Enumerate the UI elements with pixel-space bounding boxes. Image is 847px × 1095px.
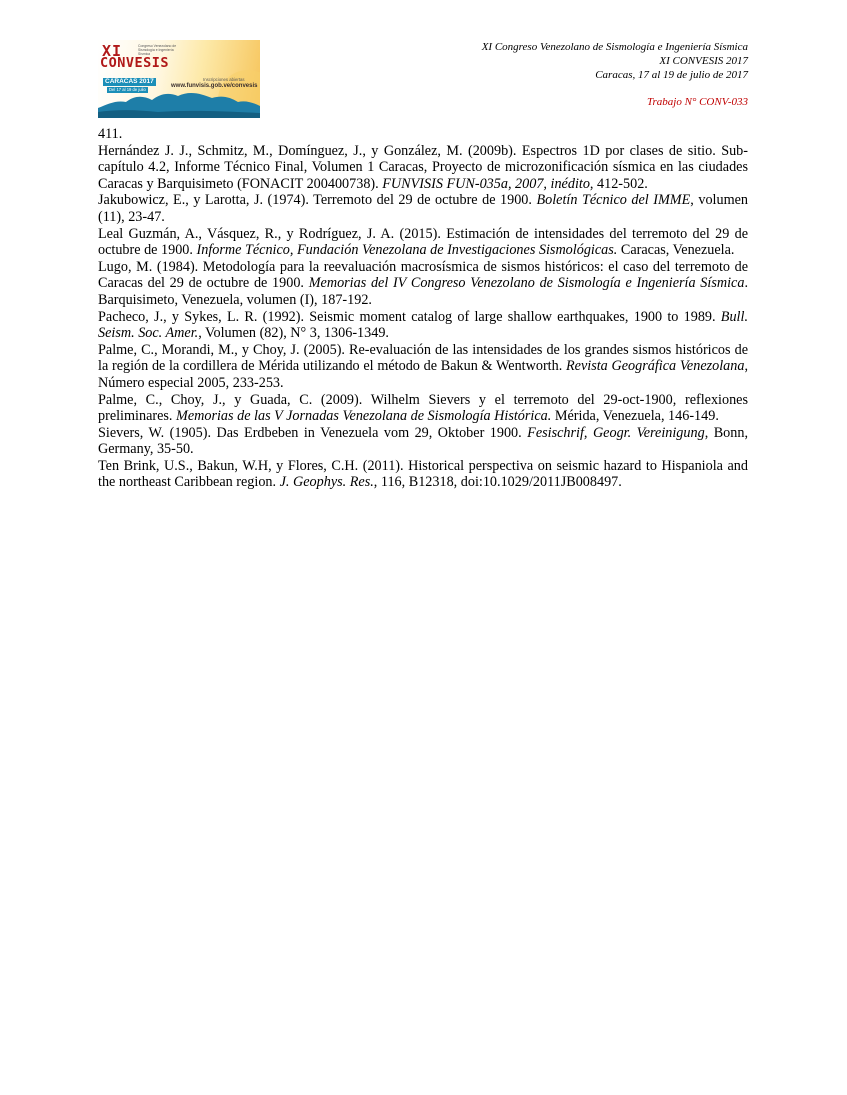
reference-entry (98, 392, 748, 425)
reference-entry (98, 143, 748, 193)
reference-text: Pacheco, J., y Sykes, L. R. (1992). Seismic moment catalog of large shallow earthquakes, 1900 to 1989. (98, 308, 721, 325)
reference-source-italic: Memorias del IV Congreso Venezolano de Sismología e Ingeniería Sísmica (308, 275, 745, 292)
convesis-logo (98, 40, 260, 118)
reference-text: Jakubowicz, E., y Larotta, J. (1974). Terremoto del 29 de octubre de 1900. (98, 192, 537, 209)
reference-entry (98, 259, 748, 309)
reference-source-italic: FUNVISIS FUN-035a, 2007, inédito (382, 175, 590, 192)
reference-entry (98, 458, 748, 491)
logo-city-year: CARACAS 2017 (105, 78, 154, 85)
logo-name: CONVESIS (100, 55, 170, 71)
header-paper-id: Trabajo N° CONV-033 (647, 96, 748, 108)
logo-edition: XI (102, 42, 123, 60)
reference-text: Lugo, M. (1984). Metodología para la reevaluación macrosísmica de sismos históricos: el caso del terremoto de Caracas del 29 de octubre de 1900. (98, 258, 748, 292)
reference-text: Hernández J. J., Schmitz, M., Domínguez, J., y González, M. (2009b). Espectros 1D por clases de sitio. Sub-capítulo 4.2, Informe Técnico Final, Volumen 1 Caracas, Proyecto de microzonificación sísmica en las ciudades Caracas y Barquisimeto (FONACIT 200400738). (98, 142, 748, 192)
references-list (98, 126, 748, 491)
reference-text: Palme, C., Choy, J., y Guada, C. (2009). Wilhelm Sievers y el terremoto del 29-oct-1900, reflexiones preliminares. (98, 391, 748, 425)
reference-text: , 412-502. (589, 175, 648, 192)
reference-text: Leal Guzmán, A., Vásquez, R., y Rodríguez, J. A. (2015). Estimación de intensidades del terremoto del 29 de octubre de 1900. (98, 225, 748, 259)
reference-entry (98, 425, 748, 458)
reference-text: , volumen (11), 23-47. (98, 192, 748, 225)
reference-text: Mérida, Venezuela, 146-149. (551, 408, 719, 425)
logo-url: www.funvisis.gob.ve/convesis (171, 83, 258, 89)
reference-text: , Bonn, Germany, 35-50. (98, 424, 749, 458)
logo-tagline: Congreso Venezolano de Sismología e Ingeniería Sísmica (138, 44, 177, 56)
reference-text: , Número especial 2005, 233-253. (98, 358, 748, 391)
reference-entry (98, 192, 748, 225)
reference-text: Ten Brink, U.S., Bakun, W.H, y Flores, C.H. (2011). Historical perspectiva on seismic hazard to Hispaniola and the northeast Caribbean region. (98, 457, 748, 491)
header-edition: XI CONVESIS 2017 (659, 55, 748, 67)
reference-entry (98, 226, 748, 259)
header-congress-name: XI Congreso Venezolano de Sismología e Ingeniería Sísmica (481, 41, 748, 53)
header-place-date: Caracas, 17 al 19 de julio de 2017 (595, 69, 748, 81)
reference-entry (98, 342, 748, 392)
running-header (482, 40, 748, 109)
logo-inscriptions: Inscripciones abiertas (203, 77, 245, 82)
reference-text: Palme, C., Morandi, M., y Choy, J. (2005). Re-evaluación de las intensidades de los grandes sismos históricos de la región de la cordillera de Mérida utilizando el método de Bakun & Wentworth. (98, 341, 748, 375)
reference-text: Caracas, Venezuela. (617, 242, 735, 259)
reference-source-italic: Fesischrif, Geogr. Vereinigung (527, 424, 705, 441)
reference-source-italic: Revista Geográfica Venezolana (566, 358, 745, 375)
reference-text: , Volumen (82), N° 3, 1306-1349. (198, 325, 389, 342)
reference-text: . Barquisimeto, Venezuela, volumen (I), 187-192. (98, 275, 748, 308)
reference-source-italic: Informe Técnico, Fundación Venezolana de Investigaciones Sismológicas. (196, 242, 618, 259)
reference-source-italic: Memorias de las V Jornadas Venezolana de Sismología Histórica. (176, 408, 552, 425)
reference-entry (98, 126, 748, 143)
reference-entry (98, 309, 748, 342)
reference-source-italic: Bull. Seism. Soc. Amer. (98, 308, 748, 342)
reference-text: 411. (98, 126, 123, 142)
reference-text: Sievers, W. (1905). Das Erdbeben in Venezuela vom 29, Oktober 1900. (98, 424, 528, 441)
reference-source-italic: J. Geophys. Res. (279, 474, 374, 491)
reference-text: , 116, B12318, doi:10.1029/2011JB008497. (373, 474, 622, 491)
logo-dates: Del 17 al 19 de julio (109, 86, 146, 92)
reference-source-italic: Boletín Técnico del IMME (536, 192, 691, 209)
